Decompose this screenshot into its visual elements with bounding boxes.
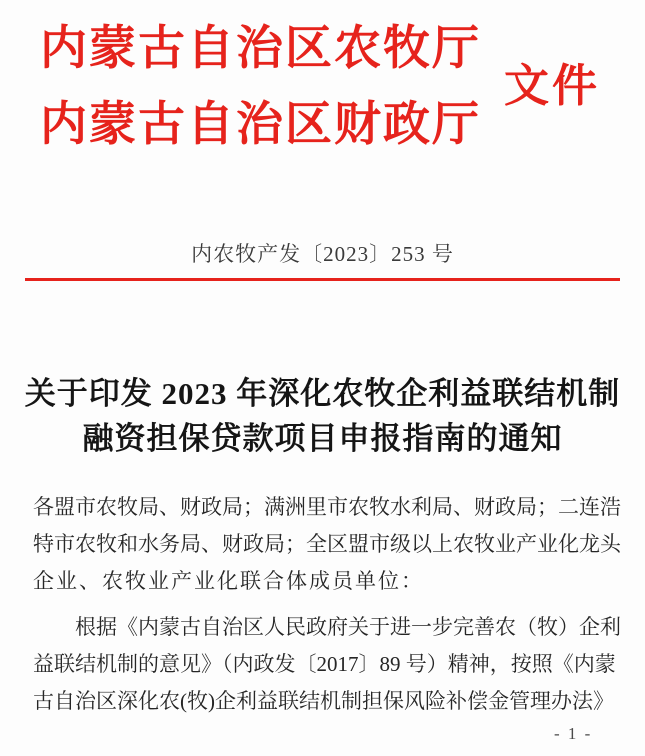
document-title bbox=[0, 371, 645, 461]
document-body bbox=[33, 489, 621, 720]
document-title-line-1: 关于印发 2023 年深化农牧企利益联结机制 bbox=[24, 376, 621, 411]
document-reference-number: 内农牧产发〔2023〕253 号 bbox=[191, 242, 454, 266]
body-text-line-1: 各盟市农牧局、财政局；满洲里市农牧水利局、财政局；二连浩 bbox=[33, 495, 621, 519]
agency-name-agriculture: 内蒙古自治区农牧厅 bbox=[40, 23, 481, 75]
page-number: - 1 - bbox=[554, 724, 593, 743]
document-title-line-2: 融资担保贷款项目申报指南的通知 bbox=[82, 421, 563, 456]
letterhead bbox=[40, 23, 481, 151]
body-text-line-2: 特市农牧和水务局、财政局；全区盟市级以上农牧业产业化龙头 bbox=[33, 532, 621, 556]
body-text-line-4: 根据《内蒙古自治区人民政府关于进一步完善农（牧）企利 bbox=[75, 615, 621, 639]
body-text-line-5: 益联结机制的意见》（内政发〔2017〕89 号）精神，按照《内蒙 bbox=[33, 652, 616, 676]
body-text-line-3: 企业、农牧业产业化联合体成员单位： bbox=[33, 569, 424, 593]
doc-type-label: 文件 bbox=[504, 61, 601, 111]
agency-name-finance: 内蒙古自治区财政厅 bbox=[40, 99, 481, 151]
red-divider-line bbox=[25, 278, 620, 281]
body-text-line-6: 古自治区深化农(牧)企利益联结机制担保风险补偿金管理办法》 bbox=[33, 689, 614, 713]
